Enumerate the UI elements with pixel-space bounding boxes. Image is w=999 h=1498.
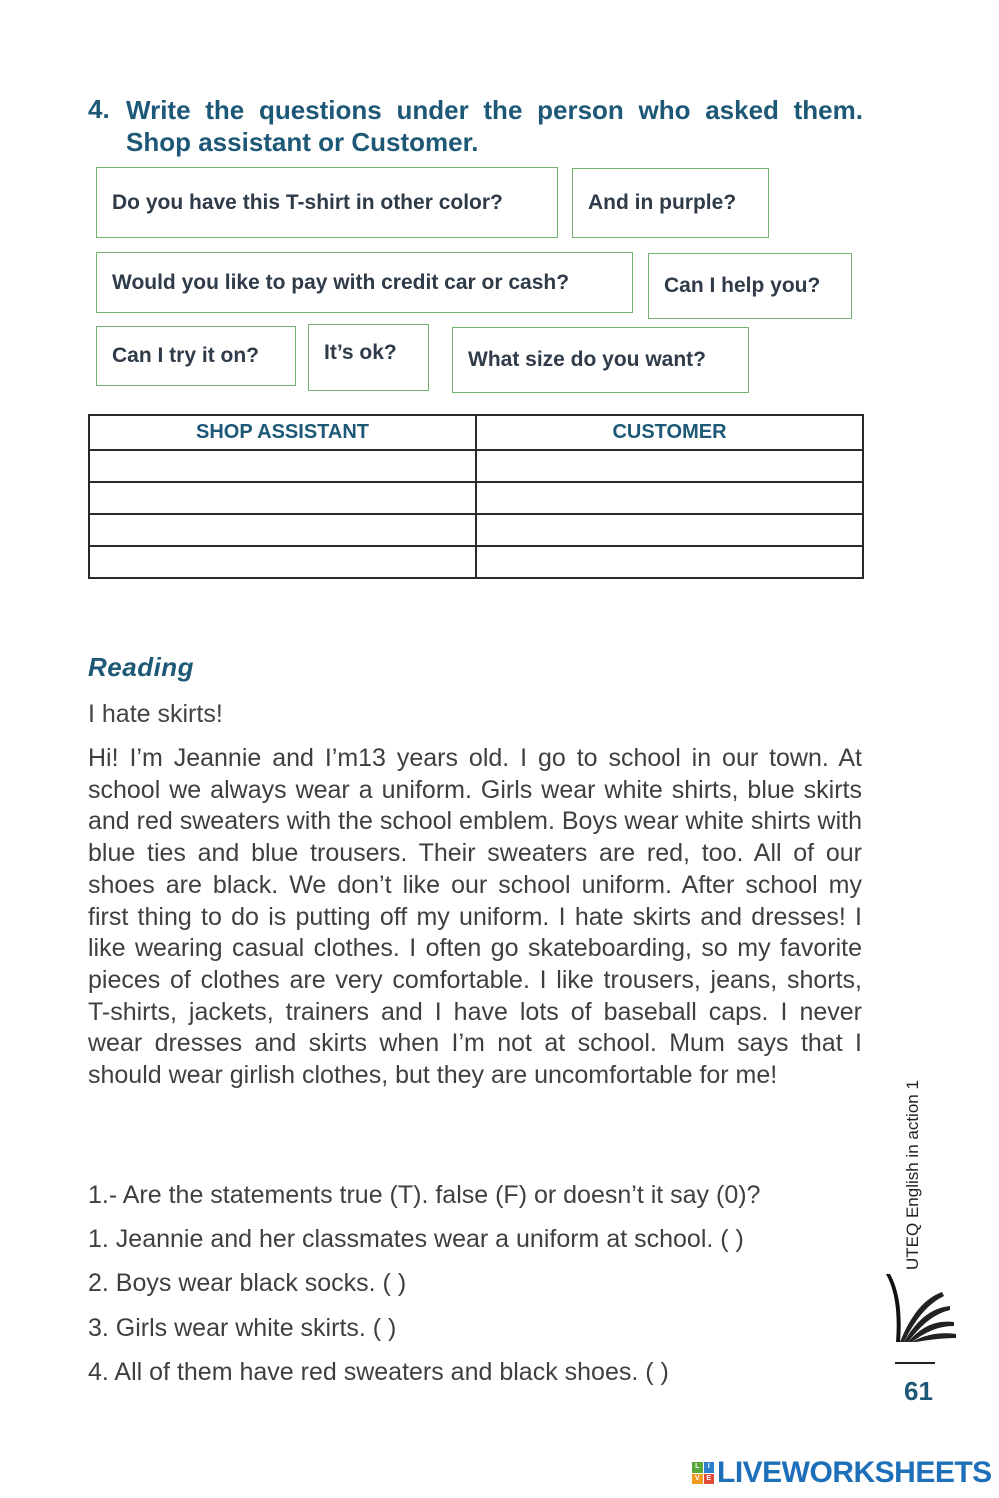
page-number: 61 (904, 1376, 933, 1406)
exercise-instruction-line2: Shop assistant or Customer. (126, 127, 479, 157)
header-shop-assistant: SHOP ASSISTANT (89, 415, 476, 450)
question-box[interactable]: And in purple? (572, 168, 769, 238)
logo-letter: L (692, 1462, 703, 1473)
statement-item[interactable]: 1. Jeannie and her classmates wear a uniform at school. ( ) (88, 1225, 744, 1253)
question-box[interactable]: Would you like to pay with credit car or cash? (96, 252, 633, 313)
liveworksheets-logo-icon (692, 1462, 714, 1484)
reading-paragraph: Hi! I’m Jeannie and I’m13 years old. I go to school in our town. At school we always wear a uniform. Girls wear white shirts, blue skirts and red sweaters with the school emblem. Boys wear white shirts with blue ties and blue trousers. Their sweaters are red, too. All of our shoes are black. We don’t like our school uniform. After school my first thing to do is putting off my uniform. I hate skirts and dresses! I like wearing casual clothes. I often go skateboarding, so my favorite pieces of clothes are very comfortable. I like trousers, jeans, shorts, T-shirts, jackets, trainers and I have lots of baseball caps. I never wear dresses and skirts when I’m not at school. Mum says that I should wear girlish clothes, but they are uncomfortable for me! (88, 744, 862, 1090)
drop-cell-shop-assistant[interactable] (89, 482, 476, 514)
answer-table (88, 414, 864, 579)
drop-cell-customer[interactable] (476, 482, 863, 514)
page-rule (895, 1362, 935, 1364)
question-box[interactable]: What size do you want? (452, 327, 749, 393)
question-box[interactable]: Can I try it on? (96, 326, 296, 386)
question-box[interactable]: Do you have this T-shirt in other color? (96, 167, 558, 238)
drop-cell-customer[interactable] (476, 546, 863, 578)
questions-instruction: 1.- Are the statements true (T). false (F) or doesn’t it say (0)? (88, 1181, 761, 1209)
logo-letter: I (704, 1462, 715, 1473)
statement-item[interactable]: 2. Boys wear black socks. ( ) (88, 1269, 407, 1297)
side-book-title: UTEQ English in action 1 (903, 1080, 922, 1270)
statement-item[interactable]: 3. Girls wear white skirts. ( ) (88, 1314, 397, 1342)
logo-letter: V (692, 1474, 703, 1485)
drop-cell-shop-assistant[interactable] (89, 546, 476, 578)
drop-cell-shop-assistant[interactable] (89, 514, 476, 546)
question-box[interactable]: It’s ok? (308, 324, 429, 391)
exercise-number: 4. (88, 94, 110, 124)
drop-cell-customer[interactable] (476, 450, 863, 482)
logo-letter: E (704, 1474, 715, 1485)
drop-cell-shop-assistant[interactable] (89, 450, 476, 482)
exercise-instruction-line1: Write the questions under the person who asked them. (126, 95, 863, 125)
question-box[interactable]: Can I help you? (648, 253, 852, 319)
open-book-icon (882, 1272, 958, 1346)
drop-cell-customer[interactable] (476, 514, 863, 546)
statement-item[interactable]: 4. All of them have red sweaters and black shoes. ( ) (88, 1358, 669, 1386)
exercise-instruction (126, 94, 863, 158)
reading-title: I hate skirts! (88, 700, 223, 728)
reading-heading: Reading (88, 652, 195, 682)
header-customer: CUSTOMER (476, 415, 863, 450)
liveworksheets-brand[interactable]: LIVEWORKSHEETS (717, 1456, 992, 1489)
